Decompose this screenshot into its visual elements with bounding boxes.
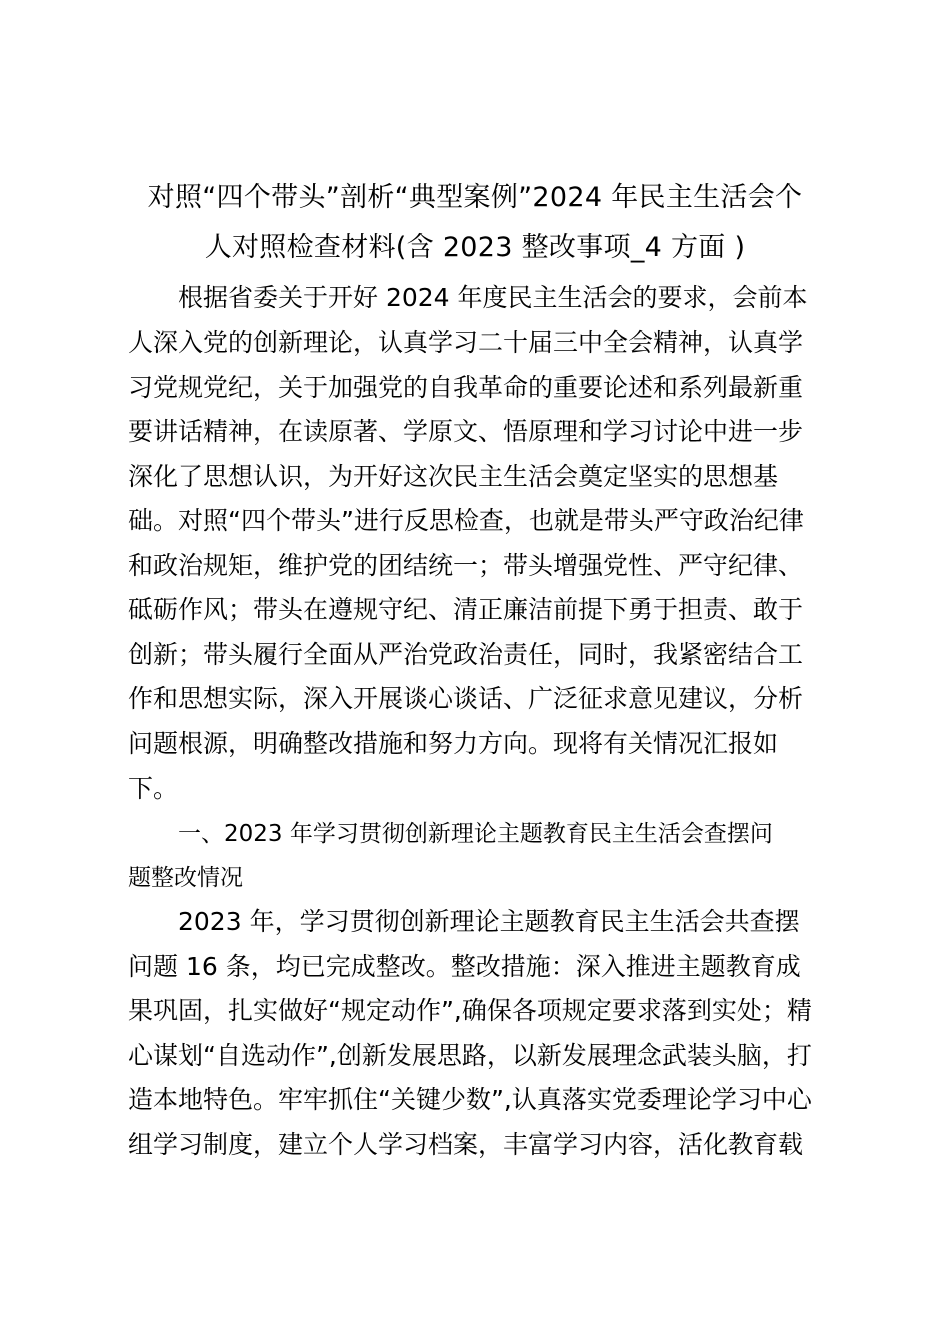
intro-paragraph-line: 砥砺作风；带头在遵规守纪、清正廉洁前提下勇于担责、敢于	[128, 595, 804, 624]
intro-paragraph-line: 和政治规矩，维护党的团结统一；带头增强党性、严守纪律、	[128, 551, 804, 580]
intro-paragraph-line: 深化了思想认识，为开好这次民主生活会奠定坚实的思想基	[128, 462, 779, 491]
section-1-paragraph-line: 问题 16 条，均已完成整改。整改措施：深入推进主题教育成	[128, 952, 801, 981]
section-1-heading-line: 题整改情况	[128, 865, 243, 891]
intro-paragraph-line: 根据省委关于开好 2024 年度民主生活会的要求，会前本	[178, 283, 808, 312]
section-1-paragraph-line: 造本地特色。牢牢抓住“关键少数”,认真落实党委理论学习中心	[128, 1085, 812, 1114]
document-title-line-1: 对照“四个带头”剖析“典型案例”2024 年民主生活会个	[147, 182, 803, 213]
intro-paragraph-line: 人深入党的创新理论，认真学习二十届三中全会精神，认真学	[128, 328, 804, 357]
intro-paragraph-line: 习党规党纪，关于加强党的自我革命的重要论述和系列最新重	[128, 373, 804, 402]
section-1-paragraph-line: 组学习制度，建立个人学习档案，丰富学习内容，活化教育载	[128, 1130, 804, 1159]
section-1-heading-line: 一、2023 年学习贯彻创新理论主题教育民主生活会查摆问	[178, 821, 773, 847]
intro-paragraph-line: 创新；带头履行全面从严治党政治责任，同时，我紧密结合工	[128, 640, 804, 669]
intro-paragraph-line: 础。对照“四个带头”进行反思检查，也就是带头严守政治纪律	[128, 506, 804, 535]
intro-paragraph-line: 要讲话精神，在读原著、学原文、悟原理和学习讨论中进一步	[128, 417, 804, 446]
section-1-paragraph-line: 心谋划“自选动作”,创新发展思路，以新发展理念武装头脑，打	[128, 1041, 812, 1070]
section-1-paragraph-line: 2023 年，学习贯彻创新理论主题教育民主生活会共查摆	[178, 907, 800, 936]
intro-paragraph-line: 问题根源，明确整改措施和努力方向。现将有关情况汇报如	[128, 729, 779, 758]
intro-paragraph-line: 作和思想实际，深入开展谈心谈话、广泛征求意见建议，分析	[128, 684, 804, 713]
document-title-line-2: 人对照检查材料(含 2023 整改事项_4 方面 )	[204, 232, 746, 263]
intro-paragraph-line: 下。	[128, 774, 179, 803]
section-1-paragraph-line: 果巩固，扎实做好“规定动作”,确保各项规定要求落到实处；精	[128, 996, 812, 1025]
